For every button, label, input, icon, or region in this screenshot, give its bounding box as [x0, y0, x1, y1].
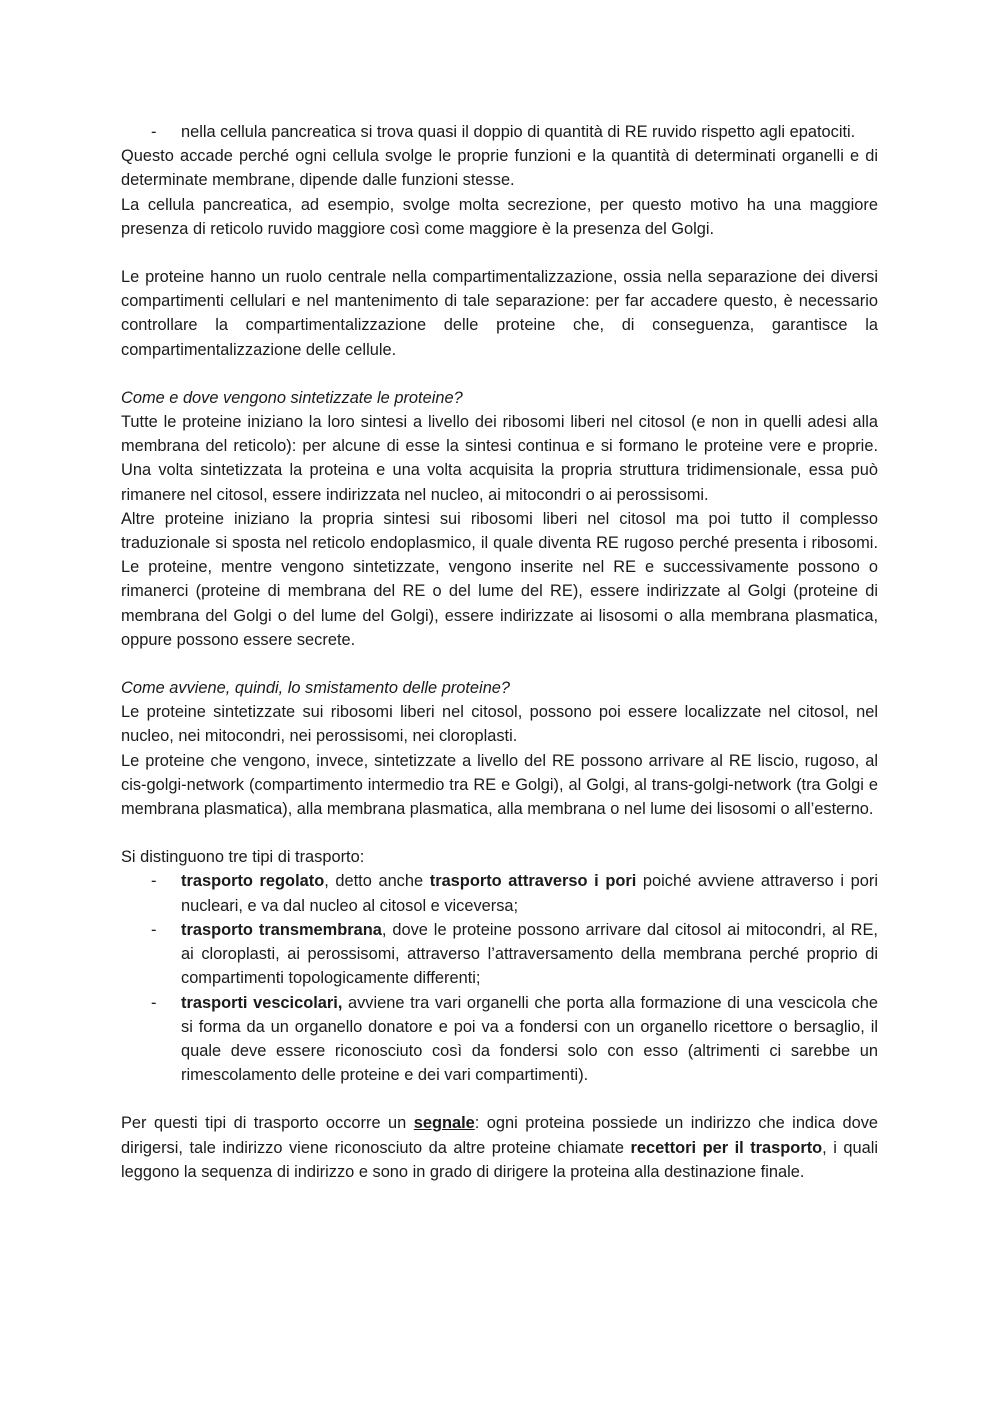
question-synthesis: Come e dove vengono sintetizzate le proteine?	[121, 388, 463, 407]
signal-text: , i quali leggono la sequenza di indirizzo e sono in grado di dirigere la proteina alla destinazione finale.	[121, 1138, 879, 1181]
blank-line	[121, 241, 878, 265]
bullet-text: nella cellula pancreatica si trova quasi il doppio di quantità di RE ruvido rispetto agli epatociti.	[181, 123, 856, 141]
blank-line	[121, 1087, 878, 1111]
receptors-term: recettori per il trasporto	[630, 1138, 823, 1157]
blank-line	[121, 652, 878, 676]
list-item	[121, 869, 878, 917]
transport-types-list	[121, 869, 878, 1087]
signal-text: Per questi tipi di trasporto occorre un	[121, 1114, 414, 1133]
document-page	[121, 120, 878, 1184]
term-text: poiché avviene attraverso i pori nucleari, e va dal nucleo al citosol e viceversa;	[181, 872, 878, 915]
transport-intro: Si distinguono tre tipi di trasporto:	[121, 848, 365, 867]
list-item	[121, 991, 878, 1088]
question-sorting: Come avviene, quindi, lo smistamento delle proteine?	[121, 679, 511, 698]
bullet-dash: -	[151, 920, 157, 939]
paragraph-free-ribosomes: Tutte le proteine iniziano la loro sintesi a livello dei ribosomi liberi nel citosol (e non in quelli adesi alla membrana del reticolo): per alcune di esse la sintesi continua e si formano le proteine vere e proprie. Una volta sintetizzata la proteina e una volta acquisita la propria struttura tridimensionale, essa può rimanere nel citosol, essere indirizzata nel nucleo, ai mitocondri o ai perossisomi.	[121, 413, 878, 504]
term-bold: trasporto transmembrana	[181, 920, 382, 939]
intro-bullet-list	[121, 120, 878, 144]
paragraph-signal	[121, 1111, 878, 1184]
signal-term: segnale	[413, 1114, 475, 1133]
term-bold: trasporti vescicolari,	[181, 993, 343, 1012]
term-bold: trasporto regolato	[181, 872, 325, 891]
paragraph-rough-er: Altre proteine iniziano la propria sintesi sui ribosomi liberi nel citosol ma poi tutto il complesso traduzionale si sposta nel reticolo endoplasmico, il quale diventa RE rugoso perché presenta i ribosomi. Le proteine, mentre vengono sintetizzate, vengono inserite nel RE e successivamente possono o rimanerci (proteine di membrana del RE o del lume del RE), essere indirizzate al Golgi (proteine di membrana del Golgi o del lume del Golgi), essere indirizzate ai lisosomi o alla membrana plasmatica, oppure possono essere secrete.	[121, 509, 878, 649]
term-text: , dove le proteine possono arrivare dal citosol ai mitocondri, al RE, ai cloroplasti, ai perossisomi, attraverso l’attraversamento della membrana perché proprio di compartimenti topologicamente differenti;	[181, 920, 878, 988]
list-item	[121, 120, 878, 144]
bullet-dash: -	[151, 993, 157, 1012]
term-bold: trasporto attraverso i pori	[429, 872, 637, 891]
blank-line	[121, 821, 878, 845]
paragraph-functions: Questo accade perché ogni cellula svolge le proprie funzioni e la quantità di determinati organelli e di determinate membrane, dipende dalle funzioni stesse.	[121, 147, 878, 190]
signal-text: : ogni proteina possiede un indirizzo che indica dove dirigersi, tale indirizzo viene riconosciuto da altre proteine chiamate	[121, 1114, 879, 1157]
term-text: , detto anche	[324, 872, 430, 891]
bullet-dash: -	[151, 872, 157, 891]
blank-line	[121, 362, 878, 386]
paragraph-er-destinations: Le proteine che vengono, invece, sintetizzate a livello del RE possono arrivare al RE liscio, rugoso, al cis-golgi-network (compartimento intermedio tra RE e Golgi), al Golgi, al trans-golgi-network (tra Golgi e membrana plasmatica), alla membrana plasmatica, alla membrana o nel lume dei lisosomi o all’esterno.	[121, 751, 878, 819]
paragraph-pancreatic-cell: La cellula pancreatica, ad esempio, svolge molta secrezione, per questo motivo ha una maggiore presenza di reticolo ruvido maggiore così come maggiore è la presenza del Golgi.	[121, 195, 878, 238]
term-text: avviene tra vari organelli che porta alla formazione di una vescicola che si forma da un organello donatore e poi va a fondersi con un organello ricettore o bersaglio, il quale deve essere riconosciuto così da fondersi solo con esso (altrimenti ci sarebbe un rimescolamento delle proteine e dei vari compartimenti).	[181, 993, 878, 1085]
paragraph-cytosol-localization: Le proteine sintetizzate sui ribosomi liberi nel citosol, possono poi essere localizzate nel citosol, nel nucleo, nei mitocondri, nei perossisomi, nei cloroplasti.	[121, 703, 878, 746]
list-item	[121, 918, 878, 991]
bullet-dash: -	[151, 123, 157, 141]
paragraph-compartmentalization: Le proteine hanno un ruolo centrale nella compartimentalizzazione, ossia nella separazione dei diversi compartimenti cellulari e nel mantenimento di tale separazione: per far accadere questo, è necessario controllare la compartimentalizzazione delle proteine che, di conseguenza, garantisce la compartimentalizzazione delle cellule.	[121, 268, 878, 359]
